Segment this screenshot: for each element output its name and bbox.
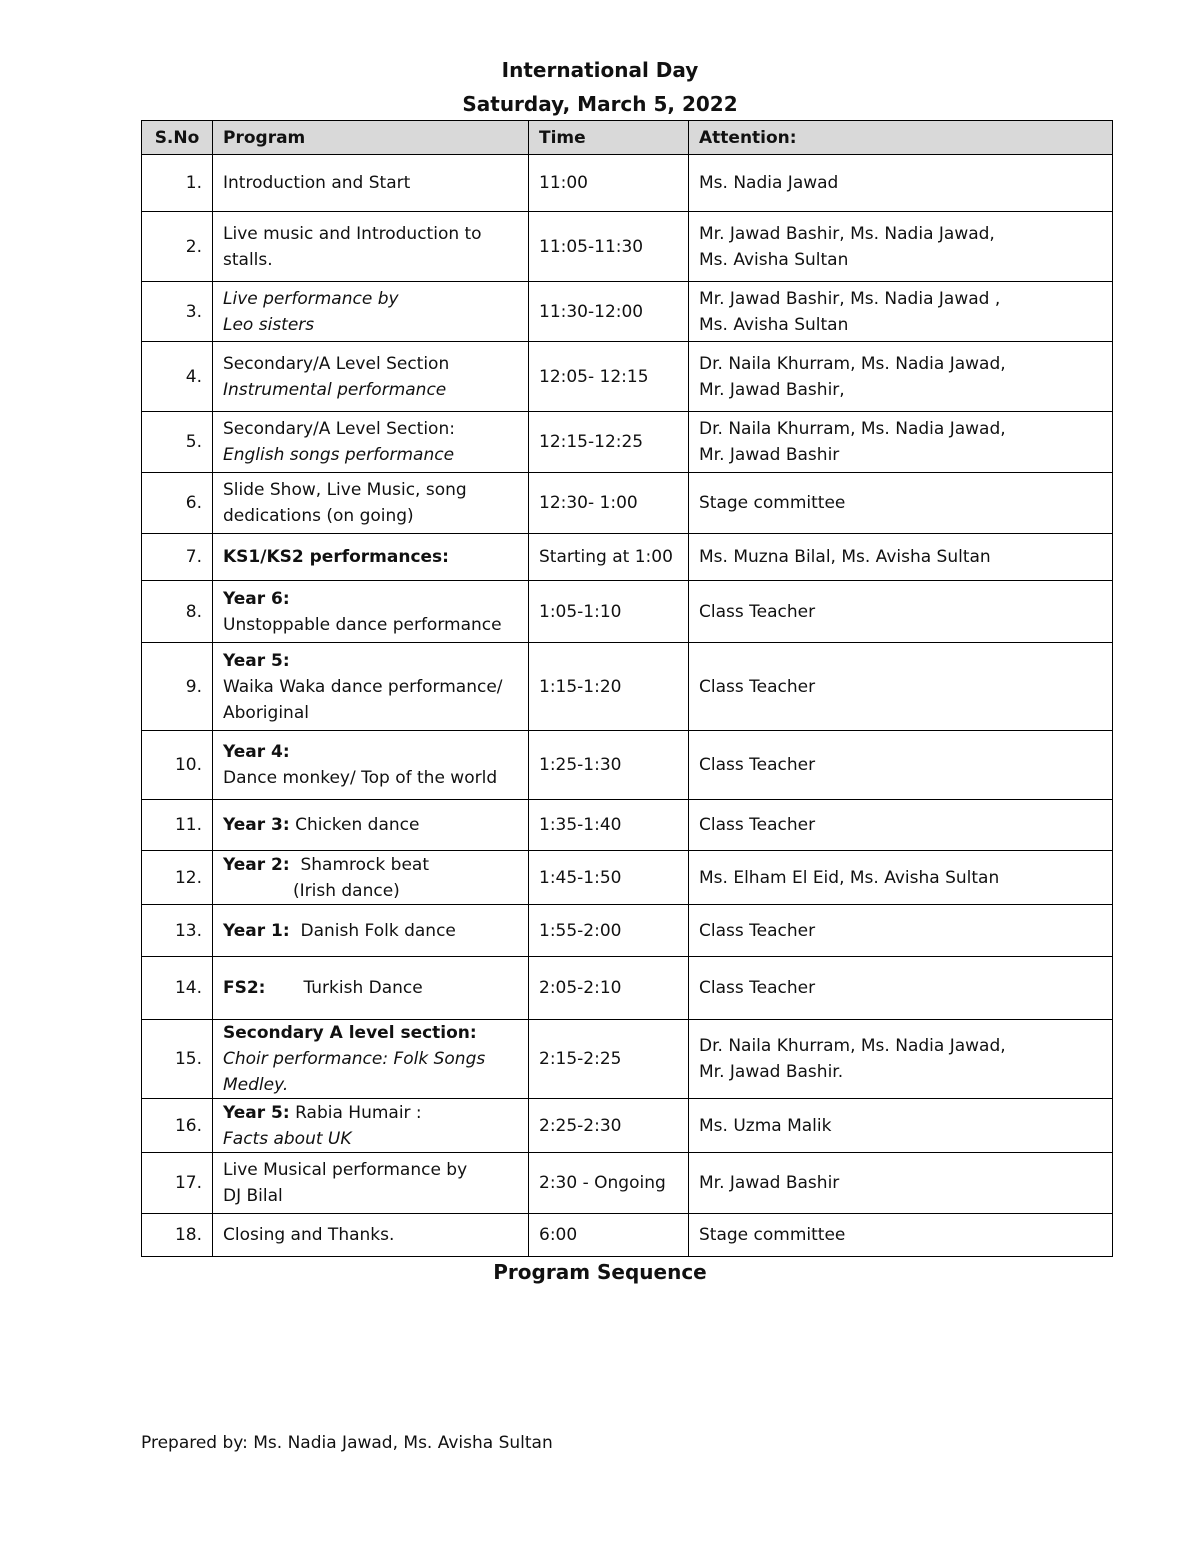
- row-program: Closing and Thanks.: [213, 1214, 529, 1257]
- table-row: [142, 1214, 1113, 1257]
- row-number: 17.: [142, 1153, 213, 1214]
- row-number: 2.: [142, 212, 213, 282]
- table-row: [142, 342, 1113, 412]
- row-attention: Class Teacher: [689, 731, 1113, 800]
- row-program: Year 3: Chicken dance: [213, 800, 529, 851]
- row-attention: Stage committee: [689, 473, 1113, 534]
- header-attention: Attention:: [689, 121, 1113, 155]
- row-attention: Dr. Naila Khurram, Ms. Nadia Jawad, Mr. Jawad Bashir: [689, 412, 1113, 473]
- row-time: 6:00: [529, 1214, 689, 1257]
- row-attention: Mr. Jawad Bashir: [689, 1153, 1113, 1214]
- row-attention: Ms. Muzna Bilal, Ms. Avisha Sultan: [689, 534, 1113, 581]
- row-attention: Class Teacher: [689, 643, 1113, 731]
- table-row: [142, 643, 1113, 731]
- row-attention: Dr. Naila Khurram, Ms. Nadia Jawad, Mr. Jawad Bashir,: [689, 342, 1113, 412]
- table-row: [142, 155, 1113, 212]
- table-row: [142, 1099, 1113, 1153]
- row-time: 12:30- 1:00: [529, 473, 689, 534]
- row-program: Live music and Introduction to stalls.: [213, 212, 529, 282]
- row-attention: Ms. Uzma Malik: [689, 1099, 1113, 1153]
- program-table: [141, 120, 1113, 1257]
- row-time: 1:35-1:40: [529, 800, 689, 851]
- row-attention: Class Teacher: [689, 905, 1113, 957]
- table-row: [142, 957, 1113, 1020]
- prepared-by: Prepared by: Ms. Nadia Jawad, Ms. Avisha Sultan: [141, 1433, 553, 1453]
- row-time: 11:05-11:30: [529, 212, 689, 282]
- row-attention: Stage committee: [689, 1214, 1113, 1257]
- row-time: 2:25-2:30: [529, 1099, 689, 1153]
- row-number: 1.: [142, 155, 213, 212]
- table-row: [142, 282, 1113, 342]
- row-time: 1:25-1:30: [529, 731, 689, 800]
- row-program: KS1/KS2 performances:: [213, 534, 529, 581]
- row-program: Year 5: Waika Waka dance performance/ Aboriginal: [213, 643, 529, 731]
- row-program: Secondary/A Level Section: English songs performance: [213, 412, 529, 473]
- row-number: 12.: [142, 851, 213, 905]
- row-attention: Dr. Naila Khurram, Ms. Nadia Jawad, Mr. Jawad Bashir.: [689, 1020, 1113, 1099]
- row-program: Year 2: Shamrock beat (Irish dance): [213, 851, 529, 905]
- row-attention: Class Teacher: [689, 581, 1113, 643]
- event-date: Saturday, March 5, 2022: [462, 92, 738, 116]
- table-row: [142, 851, 1113, 905]
- table-row: [142, 534, 1113, 581]
- row-number: 13.: [142, 905, 213, 957]
- table-row: [142, 800, 1113, 851]
- row-time: Starting at 1:00: [529, 534, 689, 581]
- row-time: 1:15-1:20: [529, 643, 689, 731]
- row-program: FS2: Turkish Dance: [213, 957, 529, 1020]
- row-time: 1:45-1:50: [529, 851, 689, 905]
- row-time: 2:30 - Ongoing: [529, 1153, 689, 1214]
- row-attention: Class Teacher: [689, 800, 1113, 851]
- row-time: 2:15-2:25: [529, 1020, 689, 1099]
- row-number: 5.: [142, 412, 213, 473]
- row-time: 1:05-1:10: [529, 581, 689, 643]
- table-row: [142, 412, 1113, 473]
- row-time: 11:30-12:00: [529, 282, 689, 342]
- row-number: 18.: [142, 1214, 213, 1257]
- table-row: [142, 473, 1113, 534]
- row-time: 11:00: [529, 155, 689, 212]
- header-program: Program: [213, 121, 529, 155]
- row-time: 2:05-2:10: [529, 957, 689, 1020]
- row-program: Secondary A level section: Choir performance: Folk Songs Medley.: [213, 1020, 529, 1099]
- page-title: International Day: [501, 58, 699, 82]
- row-program: Introduction and Start: [213, 155, 529, 212]
- table-row: [142, 1153, 1113, 1214]
- row-program: Secondary/A Level Section Instrumental performance: [213, 342, 529, 412]
- row-time: 1:55-2:00: [529, 905, 689, 957]
- row-number: 8.: [142, 581, 213, 643]
- row-program: Year 5: Rabia Humair : Facts about UK: [213, 1099, 529, 1153]
- row-attention: Ms. Nadia Jawad: [689, 155, 1113, 212]
- row-number: 4.: [142, 342, 213, 412]
- row-number: 9.: [142, 643, 213, 731]
- header-time: Time: [529, 121, 689, 155]
- row-attention: Mr. Jawad Bashir, Ms. Nadia Jawad , Ms. Avisha Sultan: [689, 282, 1113, 342]
- row-number: 11.: [142, 800, 213, 851]
- row-program: Slide Show, Live Music, song dedications (on going): [213, 473, 529, 534]
- program-sequence-heading: Program Sequence: [493, 1260, 707, 1284]
- row-attention: Mr. Jawad Bashir, Ms. Nadia Jawad, Ms. Avisha Sultan: [689, 212, 1113, 282]
- table-row: [142, 905, 1113, 957]
- row-program: Year 1: Danish Folk dance: [213, 905, 529, 957]
- row-number: 3.: [142, 282, 213, 342]
- table-row: [142, 731, 1113, 800]
- row-time: 12:05- 12:15: [529, 342, 689, 412]
- table-row: [142, 581, 1113, 643]
- row-number: 6.: [142, 473, 213, 534]
- table-row: [142, 212, 1113, 282]
- row-attention: Ms. Elham El Eid, Ms. Avisha Sultan: [689, 851, 1113, 905]
- row-program: Year 6: Unstoppable dance performance: [213, 581, 529, 643]
- row-program: Live Musical performance by DJ Bilal: [213, 1153, 529, 1214]
- row-program: Live performance by Leo sisters: [213, 282, 529, 342]
- header-sno: S.No: [142, 121, 213, 155]
- row-number: 14.: [142, 957, 213, 1020]
- row-time: 12:15-12:25: [529, 412, 689, 473]
- row-number: 16.: [142, 1099, 213, 1153]
- row-number: 7.: [142, 534, 213, 581]
- table-header-row: [142, 121, 1113, 155]
- row-program: Year 4: Dance monkey/ Top of the world: [213, 731, 529, 800]
- row-number: 15.: [142, 1020, 213, 1099]
- row-number: 10.: [142, 731, 213, 800]
- table-row: [142, 1020, 1113, 1099]
- row-attention: Class Teacher: [689, 957, 1113, 1020]
